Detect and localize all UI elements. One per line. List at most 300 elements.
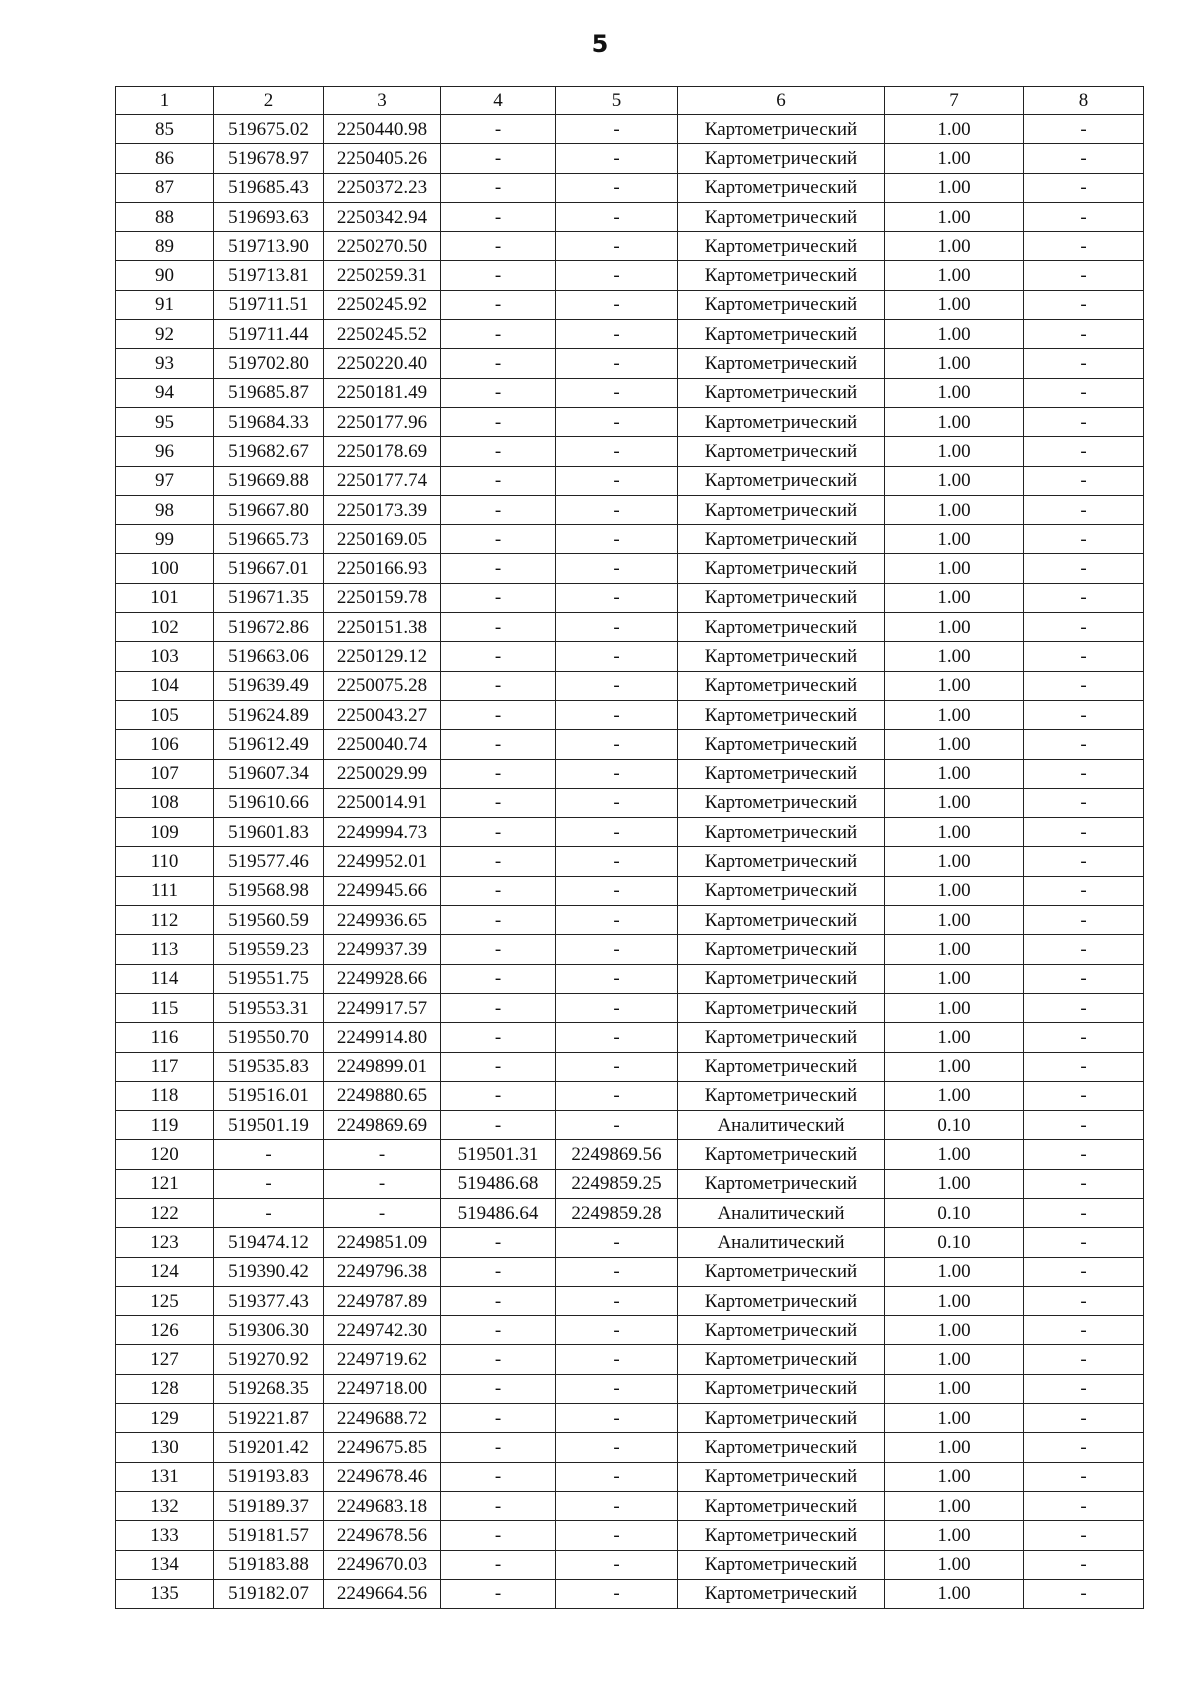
accuracy-cell: 1.00 <box>885 1023 1024 1052</box>
accuracy-cell: 1.00 <box>885 1316 1024 1345</box>
new-x-coordinate-cell: - <box>441 1491 556 1520</box>
x-coordinate-cell: 519607.34 <box>214 759 324 788</box>
new-y-coordinate-cell: - <box>556 378 678 407</box>
new-y-coordinate-cell: - <box>556 349 678 378</box>
x-coordinate-cell: 519516.01 <box>214 1081 324 1110</box>
method-cell: Картометрический <box>678 1316 885 1345</box>
note-cell: - <box>1024 115 1144 144</box>
y-coordinate-cell: 2250129.12 <box>324 642 441 671</box>
accuracy-cell: 1.00 <box>885 1579 1024 1608</box>
table-row <box>116 642 1144 671</box>
note-cell: - <box>1024 407 1144 436</box>
y-coordinate-cell: 2249869.69 <box>324 1111 441 1140</box>
point-number-cell: 118 <box>116 1081 214 1110</box>
method-cell: Картометрический <box>678 759 885 788</box>
new-x-coordinate-cell: - <box>441 1286 556 1315</box>
point-number-cell: 106 <box>116 730 214 759</box>
x-coordinate-cell: 519685.43 <box>214 173 324 202</box>
method-cell: Картометрический <box>678 847 885 876</box>
method-cell: Картометрический <box>678 1462 885 1491</box>
y-coordinate-cell: 2249742.30 <box>324 1316 441 1345</box>
point-number-cell: 89 <box>116 232 214 261</box>
note-cell: - <box>1024 232 1144 261</box>
y-coordinate-cell: 2250166.93 <box>324 554 441 583</box>
new-x-coordinate-cell: - <box>441 115 556 144</box>
point-number-cell: 86 <box>116 144 214 173</box>
y-coordinate-cell: 2249796.38 <box>324 1257 441 1286</box>
y-coordinate-cell: 2249917.57 <box>324 993 441 1022</box>
method-cell: Картометрический <box>678 349 885 378</box>
page-number: 5 <box>591 30 609 58</box>
new-x-coordinate-cell: - <box>441 1081 556 1110</box>
accuracy-cell: 1.00 <box>885 906 1024 935</box>
new-y-coordinate-cell: - <box>556 935 678 964</box>
method-cell: Картометрический <box>678 1579 885 1608</box>
new-x-coordinate-cell: - <box>441 583 556 612</box>
point-number-cell: 124 <box>116 1257 214 1286</box>
x-coordinate-cell: 519711.44 <box>214 320 324 349</box>
new-y-coordinate-cell: - <box>556 290 678 319</box>
method-cell: Картометрический <box>678 1257 885 1286</box>
method-cell: Картометрический <box>678 495 885 524</box>
new-x-coordinate-cell: - <box>441 349 556 378</box>
point-number-cell: 113 <box>116 935 214 964</box>
table-header <box>116 87 1144 115</box>
x-coordinate-cell: 519268.35 <box>214 1374 324 1403</box>
accuracy-cell: 1.00 <box>885 1550 1024 1579</box>
column-header: 8 <box>1024 87 1144 115</box>
column-header: 6 <box>678 87 885 115</box>
accuracy-cell: 1.00 <box>885 232 1024 261</box>
point-number-cell: 112 <box>116 906 214 935</box>
new-x-coordinate-cell: - <box>441 554 556 583</box>
y-coordinate-cell: 2250220.40 <box>324 349 441 378</box>
new-y-coordinate-cell: - <box>556 1521 678 1550</box>
new-x-coordinate-cell: - <box>441 407 556 436</box>
accuracy-cell: 1.00 <box>885 583 1024 612</box>
method-cell: Картометрический <box>678 320 885 349</box>
note-cell: - <box>1024 202 1144 231</box>
coordinates-table <box>115 86 1144 1609</box>
method-cell: Картометрический <box>678 1140 885 1169</box>
table-row <box>116 554 1144 583</box>
point-number-cell: 105 <box>116 700 214 729</box>
y-coordinate-cell: 2249678.46 <box>324 1462 441 1491</box>
new-y-coordinate-cell: - <box>556 1023 678 1052</box>
new-y-coordinate-cell: - <box>556 964 678 993</box>
new-y-coordinate-cell: - <box>556 320 678 349</box>
new-y-coordinate-cell: - <box>556 1491 678 1520</box>
x-coordinate-cell: 519182.07 <box>214 1579 324 1608</box>
method-cell: Картометрический <box>678 466 885 495</box>
point-number-cell: 90 <box>116 261 214 290</box>
method-cell: Картометрический <box>678 964 885 993</box>
note-cell: - <box>1024 1550 1144 1579</box>
x-coordinate-cell: - <box>214 1169 324 1198</box>
note-cell: - <box>1024 1286 1144 1315</box>
table-row <box>116 1345 1144 1374</box>
x-coordinate-cell: 519624.89 <box>214 700 324 729</box>
note-cell: - <box>1024 1081 1144 1110</box>
point-number-cell: 115 <box>116 993 214 1022</box>
x-coordinate-cell: 519377.43 <box>214 1286 324 1315</box>
new-y-coordinate-cell: - <box>556 1433 678 1462</box>
note-cell: - <box>1024 1491 1144 1520</box>
accuracy-cell: 1.00 <box>885 642 1024 671</box>
method-cell: Картометрический <box>678 993 885 1022</box>
point-number-cell: 132 <box>116 1491 214 1520</box>
table-row <box>116 1374 1144 1403</box>
table-row <box>116 1111 1144 1140</box>
table-body <box>116 115 1144 1609</box>
note-cell: - <box>1024 261 1144 290</box>
note-cell: - <box>1024 173 1144 202</box>
accuracy-cell: 1.00 <box>885 1521 1024 1550</box>
accuracy-cell: 1.00 <box>885 407 1024 436</box>
note-cell: - <box>1024 700 1144 729</box>
y-coordinate-cell: 2250177.96 <box>324 407 441 436</box>
column-header: 5 <box>556 87 678 115</box>
point-number-cell: 85 <box>116 115 214 144</box>
new-y-coordinate-cell: 2249859.28 <box>556 1198 678 1227</box>
y-coordinate-cell: 2249688.72 <box>324 1404 441 1433</box>
table-row <box>116 115 1144 144</box>
accuracy-cell: 0.10 <box>885 1198 1024 1227</box>
method-cell: Картометрический <box>678 173 885 202</box>
note-cell: - <box>1024 759 1144 788</box>
table-row <box>116 1433 1144 1462</box>
note-cell: - <box>1024 1345 1144 1374</box>
accuracy-cell: 1.00 <box>885 1081 1024 1110</box>
new-y-coordinate-cell: - <box>556 1111 678 1140</box>
table-row <box>116 466 1144 495</box>
accuracy-cell: 1.00 <box>885 290 1024 319</box>
accuracy-cell: 1.00 <box>885 173 1024 202</box>
new-x-coordinate-cell: - <box>441 320 556 349</box>
y-coordinate-cell: 2250151.38 <box>324 613 441 642</box>
new-x-coordinate-cell: - <box>441 1433 556 1462</box>
column-header: 3 <box>324 87 441 115</box>
accuracy-cell: 1.00 <box>885 759 1024 788</box>
y-coordinate-cell: 2250440.98 <box>324 115 441 144</box>
accuracy-cell: 1.00 <box>885 1052 1024 1081</box>
note-cell: - <box>1024 1404 1144 1433</box>
y-coordinate-cell: 2249937.39 <box>324 935 441 964</box>
table-row <box>116 173 1144 202</box>
table-row <box>116 1579 1144 1608</box>
x-coordinate-cell: 519713.90 <box>214 232 324 261</box>
note-cell: - <box>1024 613 1144 642</box>
new-x-coordinate-cell: - <box>441 642 556 671</box>
accuracy-cell: 1.00 <box>885 964 1024 993</box>
table-row <box>116 1052 1144 1081</box>
y-coordinate-cell: 2249936.65 <box>324 906 441 935</box>
new-x-coordinate-cell: - <box>441 1374 556 1403</box>
point-number-cell: 122 <box>116 1198 214 1227</box>
new-x-coordinate-cell: - <box>441 1052 556 1081</box>
accuracy-cell: 1.00 <box>885 1433 1024 1462</box>
point-number-cell: 128 <box>116 1374 214 1403</box>
x-coordinate-cell: 519671.35 <box>214 583 324 612</box>
new-x-coordinate-cell: - <box>441 613 556 642</box>
table-row <box>116 1462 1144 1491</box>
y-coordinate-cell: 2250159.78 <box>324 583 441 612</box>
point-number-cell: 126 <box>116 1316 214 1345</box>
accuracy-cell: 1.00 <box>885 1404 1024 1433</box>
method-cell: Картометрический <box>678 202 885 231</box>
new-x-coordinate-cell: - <box>441 378 556 407</box>
note-cell: - <box>1024 671 1144 700</box>
new-y-coordinate-cell: - <box>556 261 678 290</box>
method-cell: Картометрический <box>678 1081 885 1110</box>
new-x-coordinate-cell: - <box>441 1550 556 1579</box>
new-y-coordinate-cell: - <box>556 642 678 671</box>
note-cell: - <box>1024 437 1144 466</box>
x-coordinate-cell: 519193.83 <box>214 1462 324 1491</box>
new-x-coordinate-cell: - <box>441 788 556 817</box>
table-row <box>116 407 1144 436</box>
note-cell: - <box>1024 1316 1144 1345</box>
method-cell: Картометрический <box>678 1491 885 1520</box>
new-x-coordinate-cell: - <box>441 993 556 1022</box>
x-coordinate-cell: 519189.37 <box>214 1491 324 1520</box>
table-row <box>116 1286 1144 1315</box>
x-coordinate-cell: 519711.51 <box>214 290 324 319</box>
method-cell: Аналитический <box>678 1198 885 1227</box>
new-x-coordinate-cell: - <box>441 847 556 876</box>
table-row <box>116 876 1144 905</box>
point-number-cell: 119 <box>116 1111 214 1140</box>
new-y-coordinate-cell: - <box>556 1052 678 1081</box>
method-cell: Картометрический <box>678 935 885 964</box>
column-header: 1 <box>116 87 214 115</box>
new-y-coordinate-cell: - <box>556 759 678 788</box>
new-y-coordinate-cell: - <box>556 407 678 436</box>
method-cell: Картометрический <box>678 1169 885 1198</box>
x-coordinate-cell: 519568.98 <box>214 876 324 905</box>
note-cell: - <box>1024 144 1144 173</box>
note-cell: - <box>1024 1140 1144 1169</box>
y-coordinate-cell: 2250075.28 <box>324 671 441 700</box>
method-cell: Картометрический <box>678 788 885 817</box>
method-cell: Картометрический <box>678 671 885 700</box>
point-number-cell: 94 <box>116 378 214 407</box>
point-number-cell: 121 <box>116 1169 214 1198</box>
new-x-coordinate-cell: - <box>441 495 556 524</box>
table-row <box>116 525 1144 554</box>
table-row <box>116 935 1144 964</box>
point-number-cell: 100 <box>116 554 214 583</box>
method-cell: Картометрический <box>678 1374 885 1403</box>
x-coordinate-cell: 519201.42 <box>214 1433 324 1462</box>
new-y-coordinate-cell: - <box>556 466 678 495</box>
table-row <box>116 202 1144 231</box>
new-y-coordinate-cell: - <box>556 993 678 1022</box>
x-coordinate-cell: 519667.01 <box>214 554 324 583</box>
y-coordinate-cell: 2250342.94 <box>324 202 441 231</box>
note-cell: - <box>1024 642 1144 671</box>
point-number-cell: 125 <box>116 1286 214 1315</box>
new-x-coordinate-cell: - <box>441 1345 556 1374</box>
new-x-coordinate-cell: - <box>441 525 556 554</box>
y-coordinate-cell: 2249914.80 <box>324 1023 441 1052</box>
y-coordinate-cell: 2249952.01 <box>324 847 441 876</box>
x-coordinate-cell: 519672.86 <box>214 613 324 642</box>
method-cell: Картометрический <box>678 261 885 290</box>
y-coordinate-cell: 2249719.62 <box>324 1345 441 1374</box>
table-row <box>116 1198 1144 1227</box>
x-coordinate-cell: 519678.97 <box>214 144 324 173</box>
x-coordinate-cell: 519501.19 <box>214 1111 324 1140</box>
x-coordinate-cell: 519221.87 <box>214 1404 324 1433</box>
x-coordinate-cell: 519553.31 <box>214 993 324 1022</box>
accuracy-cell: 1.00 <box>885 1286 1024 1315</box>
table-row <box>116 1140 1144 1169</box>
note-cell: - <box>1024 1433 1144 1462</box>
note-cell: - <box>1024 847 1144 876</box>
y-coordinate-cell: 2250405.26 <box>324 144 441 173</box>
column-header: 2 <box>214 87 324 115</box>
x-coordinate-cell: 519665.73 <box>214 525 324 554</box>
y-coordinate-cell: 2250259.31 <box>324 261 441 290</box>
accuracy-cell: 1.00 <box>885 730 1024 759</box>
note-cell: - <box>1024 1023 1144 1052</box>
new-x-coordinate-cell: - <box>441 759 556 788</box>
x-coordinate-cell: 519601.83 <box>214 818 324 847</box>
new-y-coordinate-cell: - <box>556 876 678 905</box>
x-coordinate-cell: 519577.46 <box>214 847 324 876</box>
new-x-coordinate-cell: 519486.68 <box>441 1169 556 1198</box>
accuracy-cell: 1.00 <box>885 437 1024 466</box>
accuracy-cell: 1.00 <box>885 525 1024 554</box>
point-number-cell: 133 <box>116 1521 214 1550</box>
table-row <box>116 1316 1144 1345</box>
x-coordinate-cell: 519270.92 <box>214 1345 324 1374</box>
x-coordinate-cell: 519550.70 <box>214 1023 324 1052</box>
new-x-coordinate-cell: - <box>441 1023 556 1052</box>
accuracy-cell: 1.00 <box>885 671 1024 700</box>
point-number-cell: 96 <box>116 437 214 466</box>
new-x-coordinate-cell: - <box>441 1316 556 1345</box>
note-cell: - <box>1024 1052 1144 1081</box>
accuracy-cell: 1.00 <box>885 700 1024 729</box>
accuracy-cell: 1.00 <box>885 1462 1024 1491</box>
x-coordinate-cell: 519181.57 <box>214 1521 324 1550</box>
y-coordinate-cell: 2250245.92 <box>324 290 441 319</box>
new-y-coordinate-cell: - <box>556 437 678 466</box>
table-row <box>116 495 1144 524</box>
method-cell: Картометрический <box>678 525 885 554</box>
note-cell: - <box>1024 525 1144 554</box>
method-cell: Картометрический <box>678 1023 885 1052</box>
point-number-cell: 103 <box>116 642 214 671</box>
x-coordinate-cell: 519639.49 <box>214 671 324 700</box>
y-coordinate-cell: 2250043.27 <box>324 700 441 729</box>
x-coordinate-cell: - <box>214 1198 324 1227</box>
y-coordinate-cell: 2249787.89 <box>324 1286 441 1315</box>
method-cell: Картометрический <box>678 115 885 144</box>
y-coordinate-cell: - <box>324 1140 441 1169</box>
x-coordinate-cell: 519535.83 <box>214 1052 324 1081</box>
note-cell: - <box>1024 1462 1144 1491</box>
new-y-coordinate-cell: - <box>556 115 678 144</box>
method-cell: Картометрический <box>678 232 885 261</box>
x-coordinate-cell: 519682.67 <box>214 437 324 466</box>
accuracy-cell: 1.00 <box>885 378 1024 407</box>
note-cell: - <box>1024 876 1144 905</box>
table-row <box>116 261 1144 290</box>
point-number-cell: 134 <box>116 1550 214 1579</box>
accuracy-cell: 1.00 <box>885 261 1024 290</box>
new-y-coordinate-cell: - <box>556 1579 678 1608</box>
point-number-cell: 97 <box>116 466 214 495</box>
new-y-coordinate-cell: - <box>556 700 678 729</box>
point-number-cell: 108 <box>116 788 214 817</box>
table-row <box>116 1081 1144 1110</box>
new-y-coordinate-cell: - <box>556 1374 678 1403</box>
new-x-coordinate-cell: - <box>441 466 556 495</box>
table-row <box>116 320 1144 349</box>
new-y-coordinate-cell: - <box>556 495 678 524</box>
note-cell: - <box>1024 349 1144 378</box>
table-row <box>116 613 1144 642</box>
table-row <box>116 232 1144 261</box>
method-cell: Картометрический <box>678 730 885 759</box>
table-row <box>116 1521 1144 1550</box>
table-row <box>116 1228 1144 1257</box>
note-cell: - <box>1024 964 1144 993</box>
note-cell: - <box>1024 1111 1144 1140</box>
note-cell: - <box>1024 1169 1144 1198</box>
accuracy-cell: 1.00 <box>885 1140 1024 1169</box>
new-x-coordinate-cell: - <box>441 906 556 935</box>
table-row <box>116 993 1144 1022</box>
new-y-coordinate-cell: - <box>556 1257 678 1286</box>
new-y-coordinate-cell: - <box>556 1462 678 1491</box>
note-cell: - <box>1024 1579 1144 1608</box>
point-number-cell: 111 <box>116 876 214 905</box>
new-y-coordinate-cell: - <box>556 144 678 173</box>
method-cell: Картометрический <box>678 583 885 612</box>
table-row <box>116 818 1144 847</box>
method-cell: Картометрический <box>678 407 885 436</box>
y-coordinate-cell: 2249899.01 <box>324 1052 441 1081</box>
point-number-cell: 98 <box>116 495 214 524</box>
table-row <box>116 1491 1144 1520</box>
note-cell: - <box>1024 906 1144 935</box>
y-coordinate-cell: 2250372.23 <box>324 173 441 202</box>
header-row <box>116 87 1144 115</box>
new-x-coordinate-cell: - <box>441 290 556 319</box>
note-cell: - <box>1024 554 1144 583</box>
x-coordinate-cell: 519693.63 <box>214 202 324 231</box>
new-x-coordinate-cell: 519501.31 <box>441 1140 556 1169</box>
new-y-coordinate-cell: - <box>556 1286 678 1315</box>
table-row <box>116 1257 1144 1286</box>
new-y-coordinate-cell: - <box>556 583 678 612</box>
note-cell: - <box>1024 1198 1144 1227</box>
accuracy-cell: 1.00 <box>885 876 1024 905</box>
method-cell: Картометрический <box>678 818 885 847</box>
new-x-coordinate-cell: - <box>441 1111 556 1140</box>
table-row <box>116 437 1144 466</box>
accuracy-cell: 1.00 <box>885 613 1024 642</box>
accuracy-cell: 1.00 <box>885 1491 1024 1520</box>
accuracy-cell: 0.10 <box>885 1111 1024 1140</box>
x-coordinate-cell: 519669.88 <box>214 466 324 495</box>
accuracy-cell: 1.00 <box>885 495 1024 524</box>
new-x-coordinate-cell: - <box>441 700 556 729</box>
